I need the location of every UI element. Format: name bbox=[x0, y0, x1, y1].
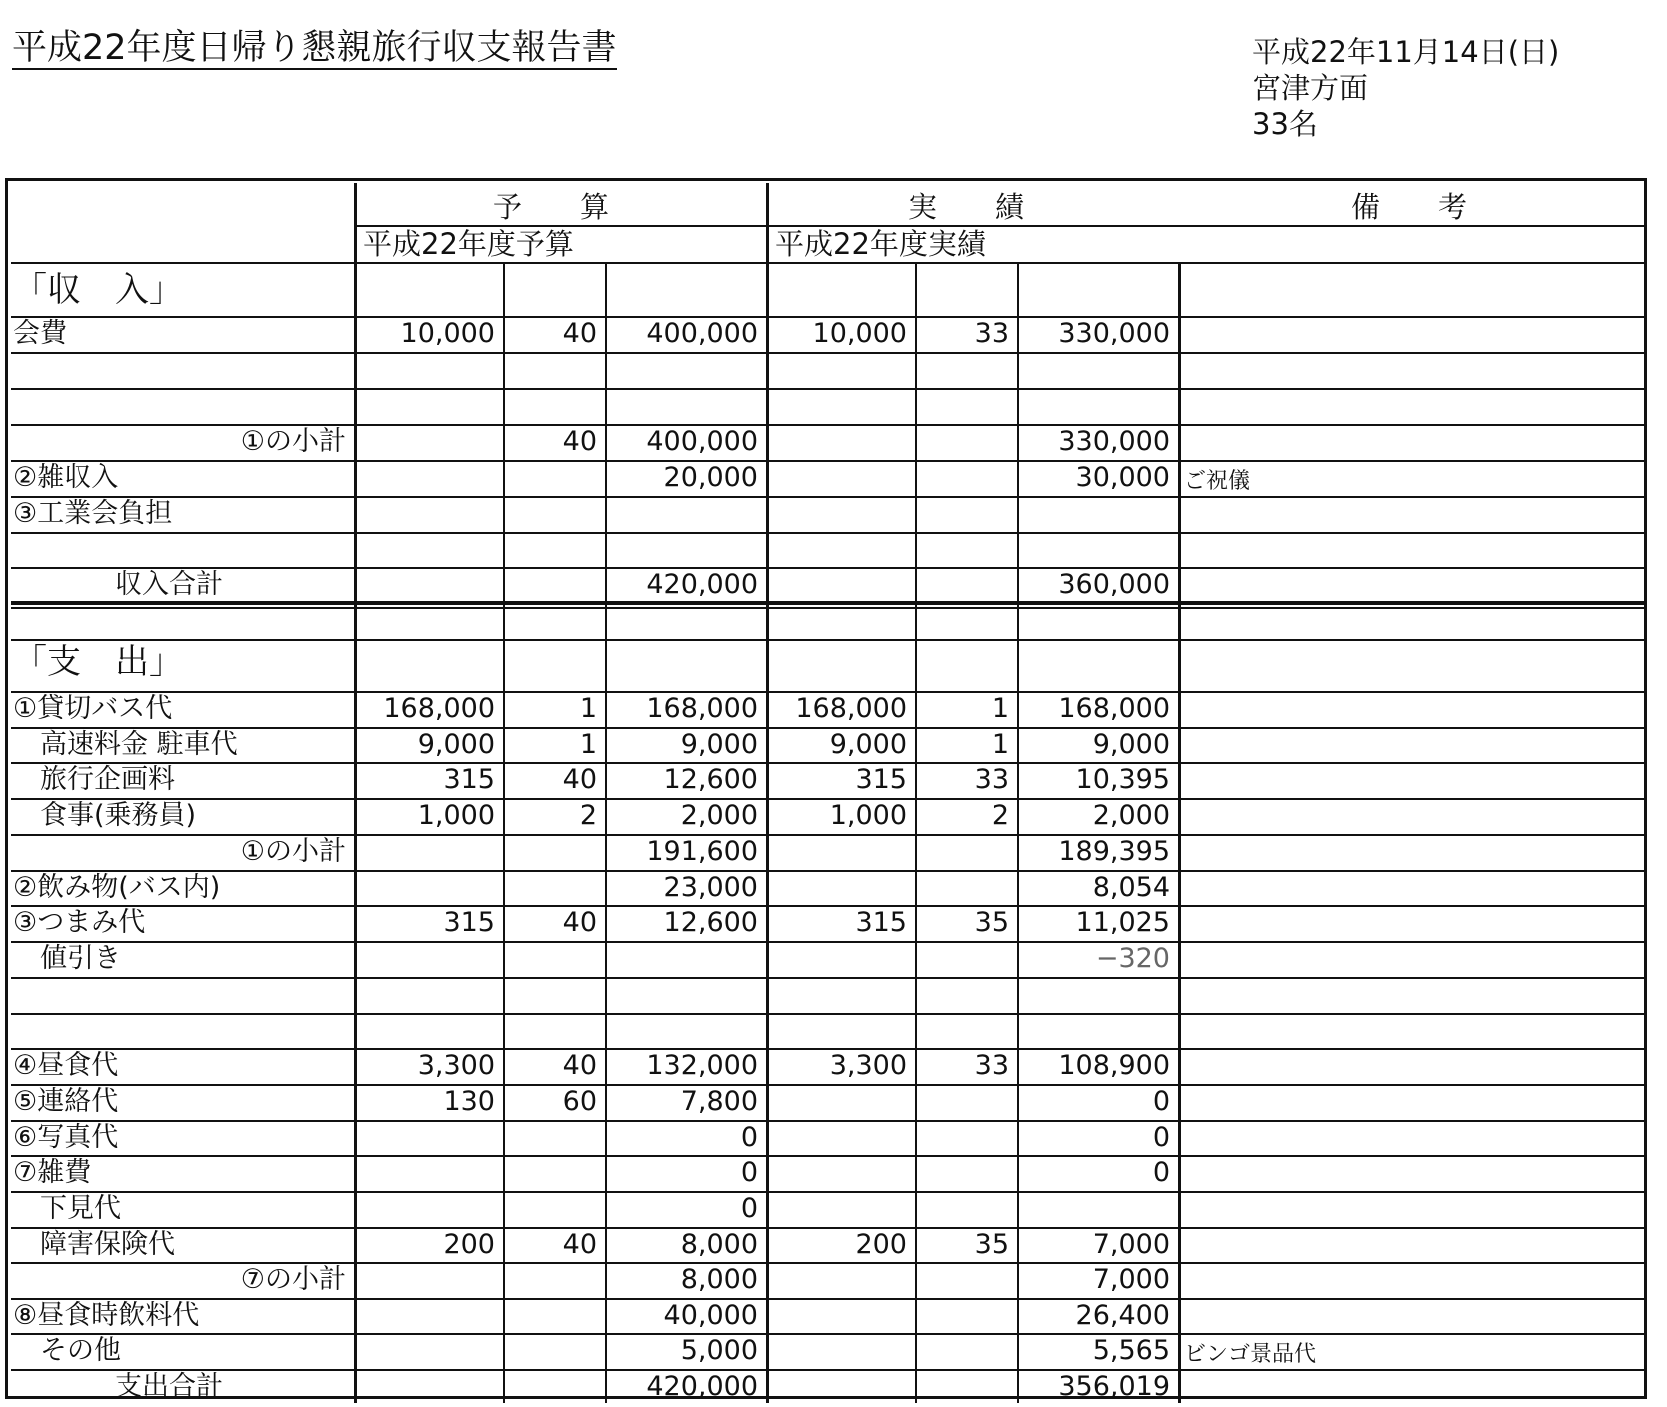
budget-unit: 315 bbox=[443, 764, 495, 795]
actual-amount: 5,565 bbox=[1092, 1335, 1170, 1366]
actual-qty: 2 bbox=[991, 800, 1009, 831]
row-line bbox=[11, 603, 1647, 605]
row-label: 旅行企画料 bbox=[13, 764, 175, 795]
budget-qty: 40 bbox=[562, 1050, 597, 1081]
row-label: ②飲み物(バス内) bbox=[13, 872, 221, 903]
budget-header: 予 算 bbox=[493, 190, 610, 224]
row-label: ①の小計 bbox=[240, 426, 346, 457]
actual-amount: 360,000 bbox=[1058, 569, 1170, 600]
row-label: 会費 bbox=[13, 318, 67, 349]
budget-unit: 10,000 bbox=[400, 318, 495, 349]
actual-unit: 3,300 bbox=[829, 1050, 907, 1081]
budget-amount: 400,000 bbox=[646, 426, 758, 457]
budget-amount: 420,000 bbox=[646, 569, 758, 600]
section-divider bbox=[11, 601, 1647, 603]
budget-qty: 40 bbox=[562, 764, 597, 795]
budget-amount: 8,000 bbox=[680, 1229, 758, 1260]
budget-unit: 9,000 bbox=[417, 729, 495, 760]
actual-unit: 1,000 bbox=[829, 800, 907, 831]
budget-amount: 7,800 bbox=[680, 1086, 758, 1117]
row-line bbox=[11, 1155, 1647, 1157]
budget-qty: 1 bbox=[579, 729, 597, 760]
budget-amount: 191,600 bbox=[646, 836, 758, 867]
actual-unit: 315 bbox=[855, 907, 907, 938]
actual-amount: 189,395 bbox=[1058, 836, 1170, 867]
budget-qty: 2 bbox=[579, 800, 597, 831]
row-label: ①貸切バス代 bbox=[13, 693, 173, 724]
actual-amount: 10,395 bbox=[1075, 764, 1170, 795]
row-line bbox=[11, 567, 1647, 569]
budget-amount: 9,000 bbox=[680, 729, 758, 760]
row-line bbox=[11, 496, 1647, 498]
row-line bbox=[11, 1120, 1647, 1122]
actual-amount: 0 bbox=[1152, 1086, 1170, 1117]
report-meta bbox=[1252, 34, 1559, 142]
remarks-header: 備 考 bbox=[1351, 190, 1468, 224]
row-label: 値引き bbox=[13, 943, 121, 974]
row-line bbox=[11, 532, 1647, 534]
row-line bbox=[11, 388, 1647, 390]
row-label: 支出合計 bbox=[115, 1371, 223, 1402]
row-line bbox=[11, 639, 1647, 641]
actual-header: 実 績 bbox=[908, 190, 1025, 224]
budget-amount: 23,000 bbox=[663, 872, 758, 903]
row-label: ⑦の小計 bbox=[240, 1264, 346, 1295]
row-label: 収入合計 bbox=[115, 569, 223, 600]
actual-qty: 33 bbox=[974, 1050, 1009, 1081]
column-line bbox=[503, 264, 505, 1403]
column-line bbox=[766, 264, 769, 1403]
row-label: ①の小計 bbox=[240, 836, 346, 867]
budget-unit: 1,000 bbox=[417, 800, 495, 831]
actual-amount: 0 bbox=[1152, 1157, 1170, 1188]
actual-amount: 168,000 bbox=[1058, 693, 1170, 724]
column-line bbox=[354, 264, 357, 1403]
budget-amount: 400,000 bbox=[646, 318, 758, 349]
actual-unit: 168,000 bbox=[795, 693, 907, 724]
column-line bbox=[1017, 264, 1019, 1403]
actual-amount: 26,400 bbox=[1075, 1300, 1170, 1331]
actual-amount: 8,054 bbox=[1092, 872, 1170, 903]
row-label: 食事(乗務員) bbox=[13, 800, 197, 831]
budget-amount: 168,000 bbox=[646, 693, 758, 724]
budget-table bbox=[5, 178, 1647, 1402]
section-divider bbox=[11, 607, 1647, 609]
row-label: 障害保険代 bbox=[13, 1229, 175, 1260]
report-date: 平成22年11月14日(日) bbox=[1252, 35, 1560, 69]
budget-unit: 315 bbox=[443, 907, 495, 938]
actual-amount: 2,000 bbox=[1092, 800, 1170, 831]
actual-amount: 7,000 bbox=[1092, 1264, 1170, 1295]
budget-amount: 12,600 bbox=[663, 764, 758, 795]
budget-qty: 40 bbox=[562, 318, 597, 349]
actual-qty: 1 bbox=[991, 693, 1009, 724]
report-title: 平成22年度日帰り懇親旅行収支報告書 bbox=[12, 28, 617, 68]
budget-qty: 40 bbox=[562, 426, 597, 457]
expense-section-title: 「支 出」 bbox=[13, 642, 183, 682]
row-line bbox=[11, 352, 1647, 354]
budget-amount: 2,000 bbox=[680, 800, 758, 831]
actual-amount: 108,900 bbox=[1058, 1050, 1170, 1081]
row-label: その他 bbox=[13, 1335, 121, 1366]
row-label: 下見代 bbox=[13, 1193, 121, 1224]
actual-sub-header: 平成22年度実績 bbox=[775, 227, 986, 261]
row-label: ③工業会負担 bbox=[13, 498, 173, 529]
report-destination: 宮津方面 bbox=[1252, 71, 1369, 105]
row-line bbox=[11, 941, 1647, 943]
actual-amount: 30,000 bbox=[1075, 462, 1170, 493]
column-line bbox=[605, 264, 607, 1403]
budget-qty: 1 bbox=[579, 693, 597, 724]
budget-sub-header: 平成22年度予算 bbox=[363, 227, 574, 261]
budget-amount: 0 bbox=[740, 1122, 758, 1153]
actual-qty: 35 bbox=[974, 907, 1009, 938]
row-line bbox=[11, 460, 1647, 462]
actual-qty: 33 bbox=[974, 764, 1009, 795]
row-label: ⑥写真代 bbox=[13, 1122, 119, 1153]
actual-unit: 200 bbox=[855, 1229, 907, 1260]
row-line bbox=[11, 1084, 1647, 1086]
budget-amount: 5,000 bbox=[680, 1335, 758, 1366]
row-line bbox=[11, 1013, 1647, 1015]
actual-unit: 10,000 bbox=[812, 318, 907, 349]
budget-amount: 0 bbox=[740, 1193, 758, 1224]
header-sep-budget bbox=[766, 183, 769, 263]
actual-unit: 9,000 bbox=[829, 729, 907, 760]
row-label: 高速料金 駐車代 bbox=[13, 729, 238, 760]
row-label: ⑦雑費 bbox=[13, 1157, 92, 1188]
row-label: ③つまみ代 bbox=[13, 907, 146, 938]
actual-amount: 11,025 bbox=[1075, 907, 1170, 938]
budget-amount: 40,000 bbox=[663, 1300, 758, 1331]
actual-amount: 9,000 bbox=[1092, 729, 1170, 760]
actual-amount: 330,000 bbox=[1058, 426, 1170, 457]
row-label: ④昼食代 bbox=[13, 1050, 119, 1081]
budget-qty: 40 bbox=[562, 907, 597, 938]
actual-amount: −320 bbox=[1095, 943, 1170, 974]
row-line bbox=[11, 1369, 1647, 1371]
actual-unit: 315 bbox=[855, 764, 907, 795]
actual-amount: 330,000 bbox=[1058, 318, 1170, 349]
row-line bbox=[11, 1333, 1647, 1335]
header-sep-label bbox=[354, 183, 357, 263]
column-line bbox=[915, 264, 917, 1403]
budget-unit: 3,300 bbox=[417, 1050, 495, 1081]
actual-qty: 33 bbox=[974, 318, 1009, 349]
header-bottom-line bbox=[11, 262, 1647, 264]
row-line bbox=[11, 1298, 1647, 1300]
budget-amount: 420,000 bbox=[646, 1371, 758, 1402]
actual-qty: 35 bbox=[974, 1229, 1009, 1260]
column-line bbox=[1178, 264, 1181, 1403]
budget-unit: 168,000 bbox=[383, 693, 495, 724]
budget-amount: 8,000 bbox=[680, 1264, 758, 1295]
budget-qty: 60 bbox=[562, 1086, 597, 1117]
row-label: ②雑収入 bbox=[13, 462, 119, 493]
actual-qty: 1 bbox=[991, 729, 1009, 760]
row-label: ⑧昼食時飲料代 bbox=[13, 1300, 200, 1331]
budget-amount: 12,600 bbox=[663, 907, 758, 938]
remark: ビンゴ景品代 bbox=[1184, 1342, 1317, 1367]
row-line bbox=[11, 870, 1647, 872]
actual-amount: 0 bbox=[1152, 1122, 1170, 1153]
budget-amount: 20,000 bbox=[663, 462, 758, 493]
income-section-title: 「収 入」 bbox=[13, 270, 183, 310]
budget-amount: 132,000 bbox=[646, 1050, 758, 1081]
budget-amount: 0 bbox=[740, 1157, 758, 1188]
budget-unit: 200 bbox=[443, 1229, 495, 1260]
budget-qty: 40 bbox=[562, 1229, 597, 1260]
actual-amount: 356,019 bbox=[1058, 1371, 1170, 1402]
row-line bbox=[11, 977, 1647, 979]
budget-unit: 130 bbox=[443, 1086, 495, 1117]
row-label: ⑤連絡代 bbox=[13, 1086, 119, 1117]
row-line bbox=[11, 1191, 1647, 1193]
report-people: 33名 bbox=[1252, 107, 1318, 141]
remark: ご祝儀 bbox=[1184, 469, 1251, 494]
actual-amount: 7,000 bbox=[1092, 1229, 1170, 1260]
